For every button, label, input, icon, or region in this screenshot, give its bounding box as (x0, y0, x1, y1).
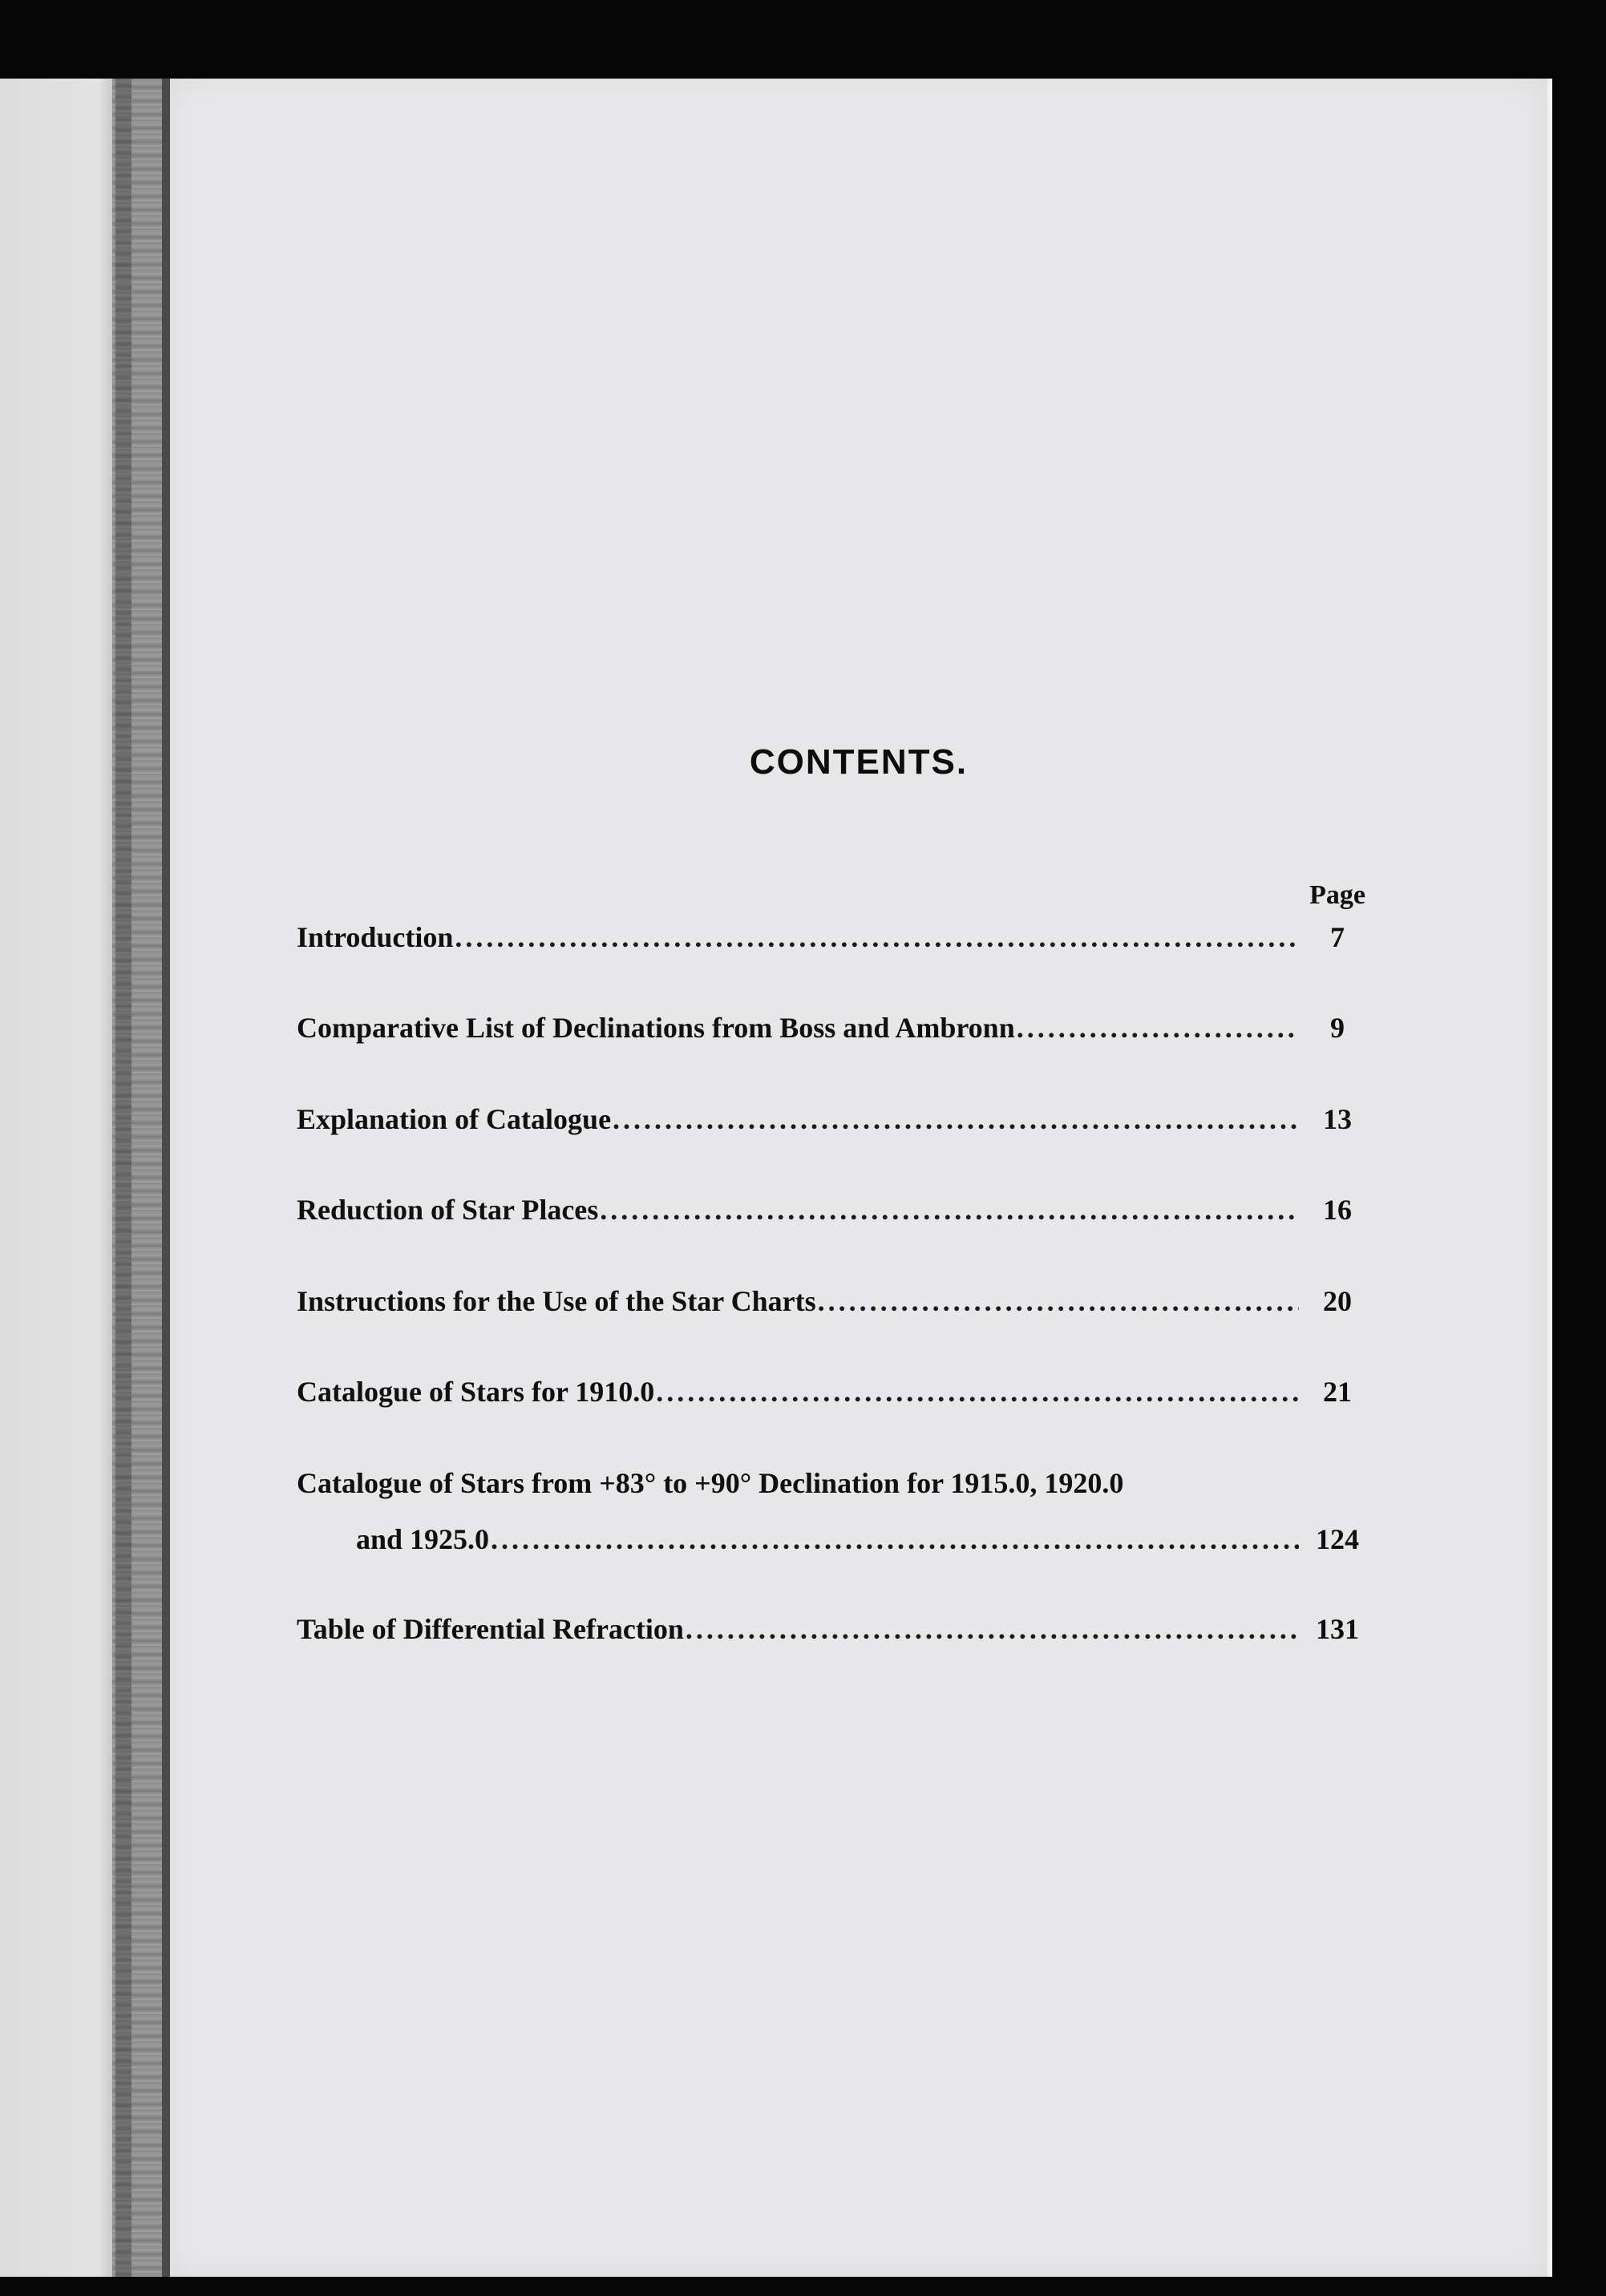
toc-entry-catalogue-83-90-continued[interactable] (297, 1522, 1371, 1561)
toc-entry-page: 20 (1323, 1285, 1352, 1317)
toc-entry-page: 131 (1316, 1613, 1359, 1645)
page-column-header: Page (1309, 880, 1365, 910)
toc-entry-page: 21 (1323, 1376, 1352, 1408)
toc-entry-catalogue-83-90[interactable] (297, 1466, 1371, 1505)
toc-entry-instructions[interactable] (297, 1284, 1371, 1323)
dot-leader (656, 1375, 1299, 1409)
toc-entry-reduction[interactable] (297, 1193, 1371, 1231)
toc-entry-title: Catalogue of Stars for 1910.0 (297, 1376, 655, 1408)
toc-entry-title: Introduction (297, 921, 454, 953)
dot-leader (1017, 1011, 1299, 1045)
toc-entry-introduction[interactable] (297, 920, 1371, 959)
toc-entry-comparative-list[interactable] (297, 1011, 1371, 1049)
toc-entry-page: 124 (1316, 1523, 1359, 1555)
dot-leader (491, 1522, 1299, 1556)
toc-entry-title: Comparative List of Declinations from Boss and Ambronn (297, 1012, 1015, 1044)
toc-entry-title: Explanation of Catalogue (297, 1103, 612, 1135)
dot-leader (818, 1284, 1299, 1318)
facing-page-margin (0, 79, 112, 2277)
toc-entry-page: 16 (1323, 1194, 1352, 1226)
toc-entry-title: Catalogue of Stars from +83° to +90° Declination for 1915.0, 1920.0 (297, 1467, 1124, 1499)
dot-leader (600, 1193, 1299, 1227)
toc-entry-title: Reduction of Star Places (297, 1194, 599, 1226)
book-page (170, 79, 1552, 2277)
book-spine-edge (112, 79, 170, 2277)
dot-leader (455, 920, 1299, 954)
toc-entry-title-continuation: and 1925.0 (356, 1523, 490, 1555)
toc-entry-page: 13 (1323, 1103, 1352, 1135)
dot-leader (613, 1102, 1299, 1136)
toc-entry-page: 7 (1330, 921, 1345, 953)
toc-entry-catalogue-1910[interactable] (297, 1375, 1371, 1413)
toc-entry-title: Instructions for the Use of the Star Charts (297, 1285, 816, 1317)
toc-entry-refraction-table[interactable] (297, 1612, 1371, 1651)
contents-heading: CONTENTS. (749, 742, 969, 782)
toc-entry-page: 9 (1330, 1012, 1345, 1044)
dot-leader (686, 1612, 1299, 1646)
toc-entry-title: Table of Differential Refraction (297, 1613, 684, 1645)
toc-entry-explanation[interactable] (297, 1102, 1371, 1141)
